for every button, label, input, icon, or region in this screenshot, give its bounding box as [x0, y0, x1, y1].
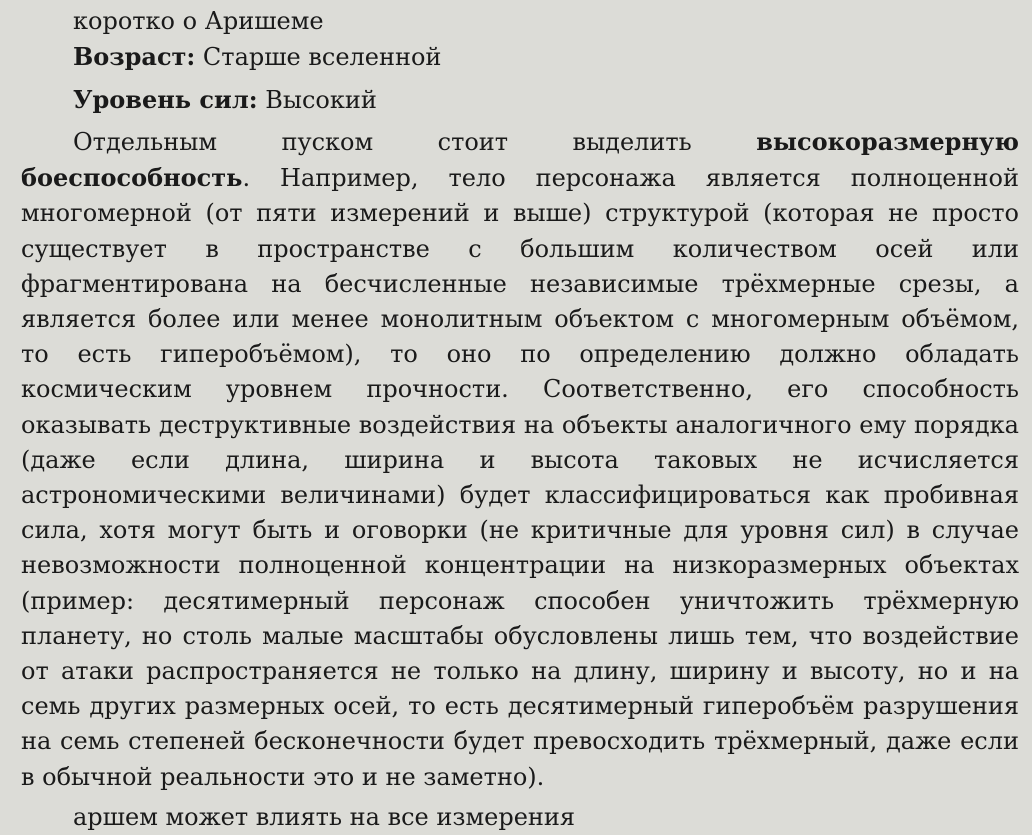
footer-line: аршем может влиять на все измерения [73, 802, 576, 831]
main-paragraph [21, 124, 1019, 795]
power-level-value: Высокий [257, 85, 377, 114]
heading-line: коротко о Аришеме [73, 7, 324, 35]
age-label: Возраст: [73, 42, 196, 72]
power-level-line [21, 82, 1020, 118]
age-value: Старше вселенной [195, 43, 442, 72]
paragraph-emphasis: высокоразмерную боеспособность [21, 126, 1019, 193]
paragraph-body: . Например, тело персонажа является полноценной многомерной (от пяти измерений и выше) структурой (которая не просто существует в пространстве с большим количеством осей или фрагментирована на бесчисленные независимые трёхмерные срезы, а является более или менее монолитным объектом с многомерным объёмом, то есть гиперобъёмом), то оно по определению должно обладать космическим уровнем прочности. Соответственно, его способность оказывать деструктивные воздействия на объекты аналогичного ему порядка (даже если длина, ширина и высота таковых не исчисляется астрономическими величинами) будет классифицироваться как пробивная сила, хотя могут быть и оговорки (не критичные для уровня сил) в случае невозможности полноценной концентрации на низкоразмерных объектах (пример: десятимерный персонаж способен уничтожить трёхмерную планету, но столь малые масштабы обусловлены лишь тем, что воздействие от атаки распространяется не только на длину, ширину и высоту, но и на семь других размерных осей, то есть десятимерный гиперобъём разрушения на семь степеней бесконечности будет превосходить трёхмерный, даже если в обычной реальности это и не заметно). [21, 164, 1019, 791]
age-line [21, 39, 1020, 75]
power-level-label: Уровень сил: [73, 84, 258, 114]
paragraph-lead: Отдельным пуском стоит выделить [73, 127, 757, 156]
